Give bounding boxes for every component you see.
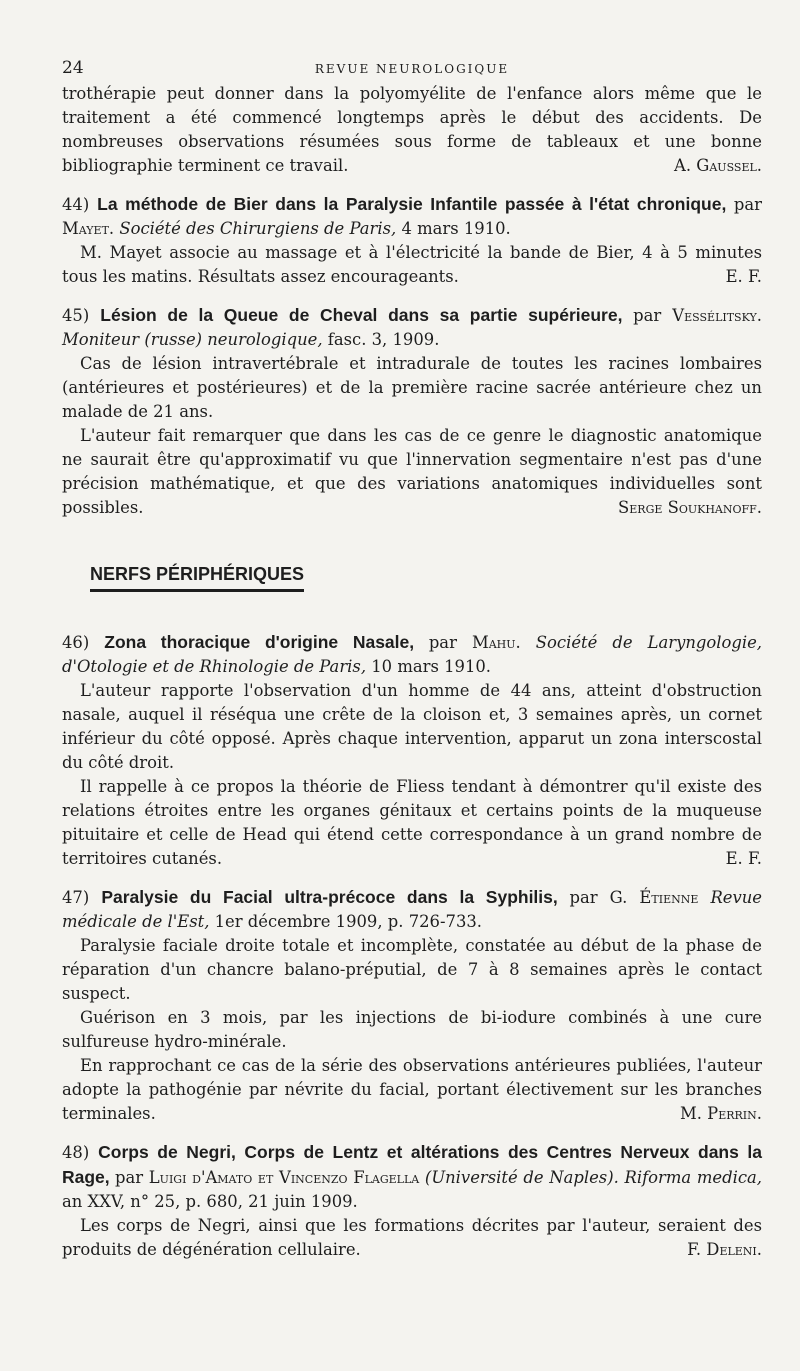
entry-by: par: [428, 633, 472, 652]
entry-number: 48): [62, 1143, 99, 1162]
paragraph-text: Les corps de Negri, ainsi que les formations décrites par l'auteur, seraient des produits de dégénération cellulaire.: [62, 1216, 762, 1259]
abstract-entry: [62, 1140, 762, 1262]
entry-title-text: Corps de Negri, Corps de Lentz et altérations des Centres Nerveux dans la Rage,: [62, 1142, 763, 1187]
entry-heading: [62, 192, 762, 241]
paragraph-text: Cas de lésion intravertébrale et intradurale de toutes les racines lombaires (antérieures et postérieures) et de la première racine sacrée antérieure chez un malade de 21 ans.: [62, 354, 762, 421]
abstract-entry: [62, 303, 762, 520]
entry-heading: [62, 885, 762, 934]
abstract-entry: [62, 630, 762, 871]
paragraph-text: L'auteur fait remarquer que dans les cas de ce genre le diagnostic anatomique ne saurait être qu'approximatif vu que l'innervation segmentaire n'est pas d'une précision mathématique, et que des variations anatomiques individuelles sont possibles.: [62, 426, 762, 517]
page-number: 24: [62, 58, 84, 78]
paragraph-text: L'auteur rapporte l'observation d'un homme de 44 ans, atteint d'obstruction nasale, auquel il réséqua une crête de la cloison et, 3 semaines après, un cornet inférieur du côté opposé. Après chaque intervention, apparut un zona interscostal du côté droit.: [62, 681, 762, 772]
entry-heading: [62, 303, 762, 352]
signature: A. Gaussel.: [674, 156, 762, 175]
entry-author: G. Étienne: [609, 888, 711, 907]
entry-date: 4 mars 1910.: [401, 219, 511, 238]
journal-title: REVUE NEUROLOGIQUE: [314, 62, 510, 76]
paragraph-text: En rapprochant ce cas de la série des observations antérieures publiées, l'auteur adopte la pathogénie par névrite du facial, portant électivement sur les branches terminales.: [62, 1056, 762, 1123]
running-head: [62, 52, 762, 82]
entry-heading: [62, 1140, 762, 1214]
entry-source: (Université de Naples). Riforma medica,: [424, 1168, 762, 1187]
entry-title-text: Lésion de la Queue de Cheval dans sa partie supérieure,: [100, 305, 634, 325]
entry-date: fasc. 3, 1909.: [327, 330, 440, 349]
entries-before: [62, 192, 762, 520]
signature: E. F.: [725, 267, 762, 286]
signature: Serge Soukhanoff.: [618, 498, 762, 517]
section-heading: NERFS PÉRIPHÉRIQUES: [90, 564, 304, 592]
entry-paragraph: [62, 679, 762, 775]
entries-after: [62, 630, 762, 1262]
paragraph-text: Il rappelle à ce propos la théorie de Fliess tendant à démontrer qu'il existe des relations étroites entre les organes génitaux et certains points de la muqueuse pituitaire et celle de Head qui étend cette correspondance à un grand nombre de territoires cutanés.: [62, 777, 762, 868]
entry-number: 44): [62, 195, 98, 214]
entry-by: par: [733, 195, 762, 214]
entry-paragraph: [62, 241, 762, 289]
entry-paragraph: [62, 1054, 762, 1126]
entry-title-text: La méthode de Bier dans la Paralysie Infantile passée à l'état chronique,: [97, 194, 734, 214]
paragraph-text: Guérison en 3 mois, par les injections de bi-iodure combinés à une cure sulfureuse hydro-minérale.: [62, 1008, 762, 1051]
entry-paragraph: [62, 934, 762, 1006]
entry-source: Revue médicale de l'Est,: [62, 888, 763, 931]
entry-author: Mayet.: [62, 219, 120, 238]
entry-date: an XXV, n° 25, p. 680, 21 juin 1909.: [62, 1192, 358, 1211]
entry-number: 46): [62, 633, 105, 652]
entry-paragraph: [62, 424, 762, 520]
entry-paragraph: [62, 1006, 762, 1054]
entry-source: Société de Laryngologie, d'Otologie et de Rhinologie de Paris,: [62, 633, 762, 676]
continuation-text: trothérapie peut donner dans la polyomyélite de l'enfance alors même que le traitement a été commencé longtemps après le début des accidents. De nombreuses observations résumées sous forme de tableaux et une bonne bibliographie terminent ce travail. A. Gaussel.: [62, 82, 762, 178]
signature: E. F.: [725, 849, 762, 868]
entry-paragraph: [62, 1214, 762, 1262]
entry-title-text: Paralysie du Facial ultra-précoce dans la Syphilis,: [101, 887, 570, 907]
paragraph-text: M. Mayet associe au massage et à l'électricité la bande de Bier, 4 à 5 minutes tous les matins. Résultats assez encourageants.: [62, 243, 762, 286]
paragraph-text: Paralysie faciale droite totale et incomplète, constatée au début de la phase de réparation d'un chancre balano-préputial, de 7 à 8 semaines après le contact suspect.: [62, 936, 762, 1003]
entry-by: par: [115, 1168, 149, 1187]
abstract-entry: [62, 192, 762, 289]
entry-by: par: [569, 888, 610, 907]
entry-author: Mahu.: [471, 633, 536, 652]
abstract-entry: [62, 885, 762, 1126]
entry-title-text: Zona thoracique d'origine Nasale,: [104, 632, 429, 652]
entry-heading: [62, 630, 762, 679]
continuation-block: [62, 82, 762, 178]
entry-date: 1er décembre 1909, p. 726-733.: [214, 912, 483, 931]
entry-date: 10 mars 1910.: [371, 657, 492, 676]
entry-paragraph: [62, 352, 762, 424]
entry-by: par: [633, 306, 673, 325]
entry-number: 45): [62, 306, 101, 325]
signature: F. Deleni.: [687, 1240, 762, 1259]
entry-number: 47): [62, 888, 102, 907]
entry-source: Société des Chirurgiens de Paris,: [119, 219, 402, 238]
entry-paragraph: [62, 775, 762, 871]
entry-author: Vessélitsky.: [672, 306, 762, 325]
entry-source: Moniteur (russe) neurologique,: [62, 330, 328, 349]
signature: M. Perrin.: [679, 1104, 762, 1123]
entry-author: Luigi d'Amato et Vincenzo Flagella: [148, 1168, 425, 1187]
page: [62, 52, 762, 1262]
